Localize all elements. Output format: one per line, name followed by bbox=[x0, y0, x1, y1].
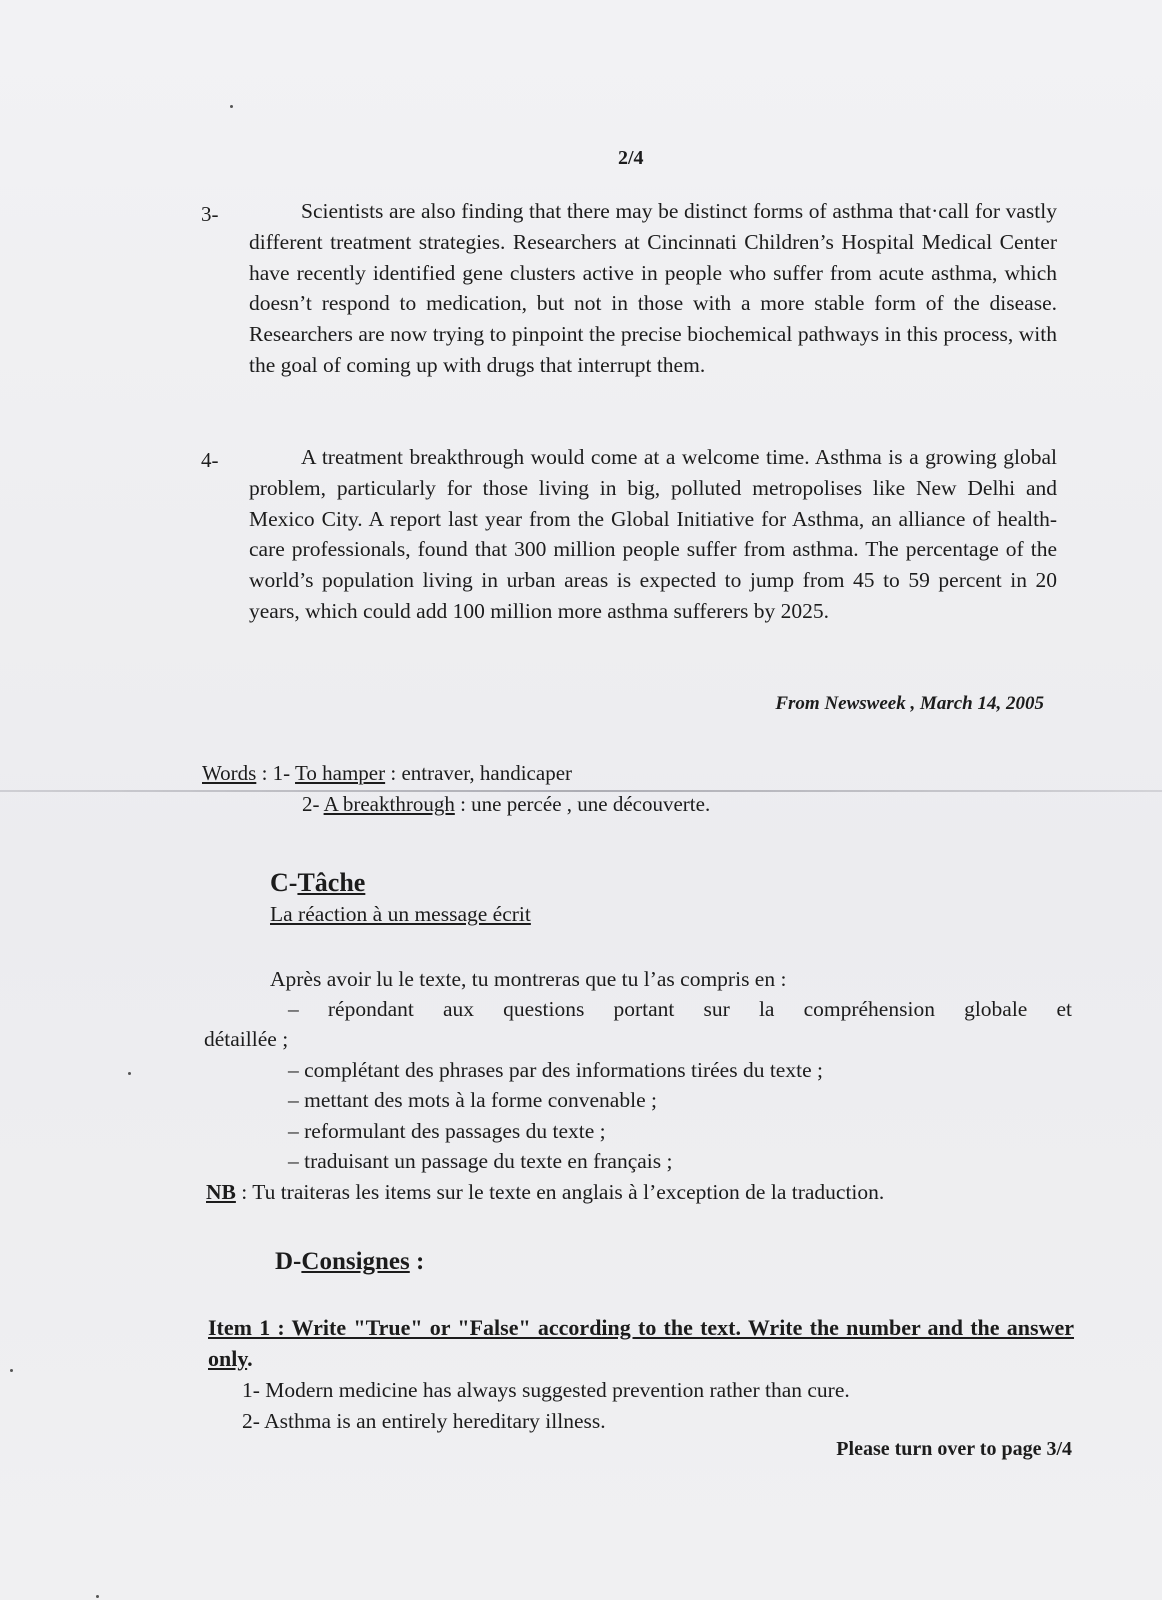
vocab-definition: : une percée , une découverte. bbox=[454, 792, 711, 816]
paragraph-text bbox=[249, 196, 1057, 381]
section-c-subtitle: La réaction à un message écrit bbox=[270, 902, 531, 926]
speck bbox=[230, 105, 233, 108]
vocabulary-item: Words : 1- To hamper : entraver, handicaper bbox=[202, 761, 573, 785]
page-number: 2/4 bbox=[618, 147, 644, 169]
paragraph-4-text: A treatment breakthrough would come at a welcome time. Asthma is a growing global problem, particularly for those living in big, polluted metropolises like New Delhi and Mexico City. A report last year from the Global Initiative for Asthma, an alliance of health-care professionals, found that 300 million people suffer from asthma. The percentage of the world’s population living in urban areas is expected to jump from 45 to 59 percent in 20 years, which could add 100 million more asthma sufferers by 2025. bbox=[249, 445, 1057, 623]
section-d-title: D-Consignes : bbox=[275, 1248, 425, 1275]
speck bbox=[96, 1595, 99, 1598]
source-citation: From Newsweek , March 14, 2005 bbox=[775, 693, 1044, 714]
task-bullet-continuation: détaillée ; bbox=[204, 1027, 289, 1051]
paragraph-number: 3- bbox=[201, 202, 219, 226]
speck bbox=[10, 1369, 13, 1372]
paragraph-text bbox=[249, 442, 1057, 627]
vocab-definition: : entraver, handicaper bbox=[385, 761, 573, 785]
nb-text: : Tu traiteras les items sur le texte en anglais à l’exception de la traduction. bbox=[235, 1180, 885, 1204]
vocabulary-item: 2- A breakthrough : une percée , une découverte. bbox=[302, 792, 711, 816]
vocab-term: To hamper bbox=[295, 761, 386, 785]
page-turn-note: Please turn over to page 3/4 bbox=[836, 1438, 1072, 1460]
vocab-term: A breakthrough bbox=[323, 792, 455, 816]
question-item: 2- Asthma is an entirely hereditary illness. bbox=[242, 1409, 606, 1433]
paragraph-number: 4- bbox=[201, 448, 219, 472]
task-intro: Après avoir lu le texte, tu montreras que tu l’as compris en : bbox=[270, 967, 787, 991]
task-bullet: – traduisant un passage du texte en français ; bbox=[288, 1149, 673, 1173]
task-bullet: – mettant des mots à la forme convenable ; bbox=[288, 1088, 657, 1112]
paragraph-3-text: Scientists are also finding that there may be distinct forms of asthma that·call for vastly different treatment strategies. Researchers at Cincinnati Children’s Hospital Medical Center have recently identified gene clusters active in people who suffer from acute asthma, which doesn’t respond to medication, but not in those with a more stable form of the disease. Researchers are now trying to pinpoint the precise biochemical pathways in this process, with the goal of coming up with drugs that interrupt them. bbox=[249, 199, 1057, 377]
task-bullet: – reformulant des passages du texte ; bbox=[288, 1119, 606, 1143]
task-bullet: – complétant des phrases par des informations tirées du texte ; bbox=[288, 1058, 823, 1082]
section-c-title: C-Tâche bbox=[270, 868, 366, 897]
nb-note bbox=[206, 1177, 884, 1208]
nb-label: NB bbox=[206, 1180, 236, 1204]
task-bullet: – répondant aux questions portant sur la compréhension globale et bbox=[288, 997, 1072, 1021]
question-item: 1- Modern medicine has always suggested prevention rather than cure. bbox=[242, 1378, 850, 1402]
speck bbox=[128, 1072, 131, 1075]
words-label: Words bbox=[202, 761, 257, 785]
item-1-instruction: Item 1 : Write "True" or "False" according to the text. Write the number and the answer only. bbox=[208, 1315, 1074, 1371]
